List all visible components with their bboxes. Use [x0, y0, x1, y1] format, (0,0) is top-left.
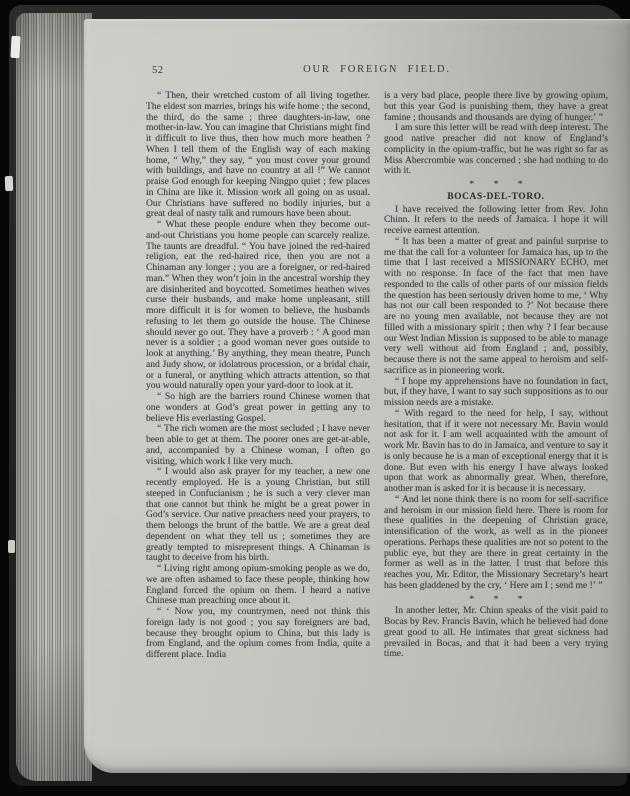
right-text-column	[384, 91, 608, 753]
section-separator: * * *	[469, 593, 523, 605]
paragraph: In another letter, Mr. Chinn speaks of the visit paid to Bocas by Rev. Francis Bavin, which he believed had done great good to all. He intimates that great sickness had prevailed in Bocas, and that it had been a very trying time.	[384, 605, 608, 660]
paper-slip	[5, 176, 14, 191]
paragraph: “ ‘ Now you, my countrymen, need not think this foreign lady is not good ; you say foreigners are bad, because they brought opium to China, but this lady is from England, and the opium comes from India, quite a different place. India	[146, 606, 370, 660]
paragraph: “ I would also ask prayer for my teacher, a new one recently employed. He is a young Christian, but still steeped in Confucianism ; he is such a very clever man that one cannot but think he might be a great power in God’s service. Our native preachers need your prayers, to them belongs the brunt of the battle. We are a great deal dependent on what they tell us ; sometimes they are greatly tempted to misrepresent things. A Chinaman is taught to deceive from his birth.	[146, 466, 370, 564]
paragraph: “ And let none think there is no room for self-sacrifice and heroism in our mission field here. There is room for these qualities in the deepening of Christian grace, intensification of the work, as well as in the pioneer operations. Perhaps these qualities are not so potent to the public eye, but they are there in great certainty in the former as well as in the latter. I trust that before this reaches you, Mr. Editor, the Missionary Secretary’s heart has been gladdened by the cry, ‘ Here am I ; send me !’ ”	[384, 493, 608, 591]
paragraph: “ So high are the barriers round Chinese women that one wonders at God’s great power in getting any to believe His everlasting Gospel.	[146, 391, 370, 424]
left-text-column	[146, 91, 370, 753]
paragraph: I am sure this letter will be read with deep interest. The good native preacher did not know of England’s complicity in the opium-traffic, but he was right so far as Miss Abercrombie was concerned ; she had nothing to do with it.	[384, 122, 608, 177]
paragraph: “ Then, their wretched custom of all living together. The eldest son marries, brings his wife home ; the second, the third, do the same ; three daughters-in-law, one mother-in-law. You can imagine that Christians might find it difficult to live thus, then how much more heathen ? When I tell them of the English way of each making home, “ Why,” they say, “ you must cover your ground with buildings, and have no country at all !” We cannot praise God enough for keeping Ningpo quiet ; few places in China are like it. Mission work all going on as usual. Our Christians have suffered no bodily injuries, but a great deal of nasty talk and rumours have been about.	[146, 91, 370, 220]
paragraph: “ The rich women are the most secluded ; I have never been able to get at them. The poorer ones are get-at-able, and, accompanied by a Chinese woman, I often go visiting, which work I like very much.	[146, 423, 370, 467]
text-columns	[146, 91, 608, 753]
paper-slip	[10, 36, 20, 58]
section-heading: BOCAS-DEL-TORO.	[447, 191, 545, 202]
section-separator: * * *	[469, 179, 523, 190]
paragraph: “ Living right among opium-smoking people as we do, we are often ashamed to face these people, thinking how England forced the opium on them. I heard a native Chinese man preaching once about it.	[146, 563, 370, 607]
paragraph: “ What these people endure when they become out-and-out Christians you home people can scarcely realize. The taunts are dreadful. “ You have joined the red-haired religion, eat the red-haired rice, then you are not a Chinaman any longer ; you are a foreigner, or red-haired man.” When they won’t join in the ancestral worship they are disinherited and boycotted. Sometimes heathen wives curse their husbands, and make home unpleasant, still more difficult it is for women to believe, the husbands refusing to let them go outside the house. The Chinese should never go out. They have a proverb : ‘ A good man never is a soldier ; a good woman never goes outside to look at anything.’ By anything, they mean theatre, Punch and Judy show, or idolatrous procession, or a bridal chair, or a funeral, or anything which attracts attention, so that you would naturally open your yard-door to look at it.	[146, 219, 370, 392]
running-title: OUR FOREIGN FIELD.	[303, 64, 451, 75]
paragraph: is a very bad place, people there live by growing opium, but this year God is punishing them, they have a great famine ; thousands and thousands are dying of hunger.’ ”	[384, 91, 608, 123]
paragraph: “ With regard to the need for help, I say, without hesitation, that if it were not necessary Mr. Bavin would not ask for it. I am well acquainted with the amount of work Mr. Bavin has to do in Jamaica, and venture to say it is only because he is a man of exceptional energy that it is done. But even with his energy I have always looked upon that work as abnormally great. When, therefore, another man is asked for it is because it is necessary.	[384, 407, 608, 494]
book-page-edges	[16, 13, 92, 781]
scanned-page	[84, 19, 630, 773]
paragraph: I have received the following letter from Rev. John Chinn. It refers to the needs of Jamaica. I hope it will receive earnest attention.	[384, 203, 608, 236]
page-number: 52	[152, 65, 164, 76]
page-header	[146, 64, 608, 78]
paragraph: “ It has been a matter of great and painful surprise to me that the call for a volunteer for Jamaica has, up to the time that I last received a MISSIONARY ECHO, met with no response. In face of the fact that men have responded to the calls of other parts of our mission fields the question has been seriously driven home to me, ‘ Why has not our call been responded to ?’ Not because there are no young men available, not because they are not filled with a missionary spirit ; then why ? I fear because our West Indian Mission is supposed to be able to manage very well without aid from England ; and, possibly, because there is not the same appeal to heroism and self-sacrifice as in pioneering work.	[384, 235, 608, 376]
paper-slip	[8, 540, 15, 553]
paragraph: “ I hope my apprehensions have no foundation in fact, but, if they have, I want to say such suppositions as to our mission needs are a mistake.	[384, 375, 608, 408]
